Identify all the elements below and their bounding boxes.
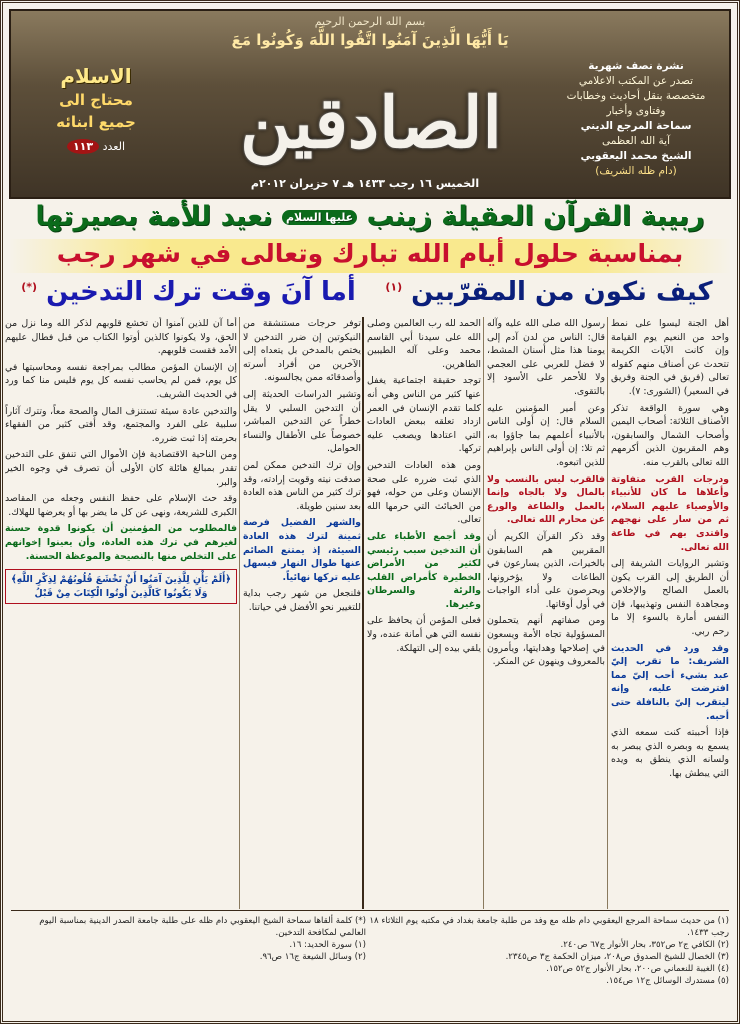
issue-badge: ١١٣: [67, 139, 99, 154]
footnotes-right: [369, 915, 729, 987]
footnote-ref: (*): [21, 280, 38, 294]
slogan-line: الاسلام: [60, 64, 132, 88]
article-title-text: كيف نكون من المقرّبين: [411, 277, 713, 307]
paragraph: والشهر الفضيل فرصة ثمينة لترك هذه العادة السيئة، إذ يمتنع الصائم عنها طوال النهار فيسهل عليه تركها نهائياً.: [243, 517, 361, 583]
headline-part: ربيبة القرآن العقيلة زينب: [366, 201, 705, 232]
main-headline: [9, 201, 731, 237]
article-title-right: [369, 277, 729, 313]
footnote: (١) من حديث سماحة المرجع اليعقوبي دام ظله مع وفد من طلبة جامعة بغداد في مكتبه يوم الثلاثاء ١٨ رجب ١٤٣٣.: [369, 916, 729, 938]
article-title-text: أما آنَ وقت ترك التدخين: [46, 277, 356, 307]
paragraph: والتدخين عادة سيئة تستنزف المال والصحة معاً، وتترك آثاراً سلبية على الفرد والمجتمع، وقد أفتى كثير من الفقهاء بحرمته إذا ثبت ضرره.: [5, 405, 237, 444]
paragraph: فعلى المؤمن أن يحافظ على نفسه التي هي أمانة عنده، ولا يلقي بيده إلى التهلكة.: [367, 615, 481, 654]
paragraph: وإن ترك التدخين ممكن لمن صدقت نيته وقويت إرادته، وقد ترك كثير من الناس هذه العادة بعد سنين طويلة.: [243, 459, 361, 512]
footnotes-left: [11, 915, 366, 963]
footnote: (٥) مستدرك الوسائل ج١٢ ص١٥٤.: [606, 976, 729, 986]
pub-line: متخصصة بنقل أحاديث وخطابات: [566, 90, 706, 102]
paragraph: وقد ذكر القرآن الكريم أن المقربين هم السابقون بالخيرات، الذين يسارعون في الطاعات ولا يؤخرونها، ويحرصون على أداء الواجبات في أول أوقاتها.: [487, 530, 605, 610]
paragraph: ومن الناحية الاقتصادية فإن الأموال التي تنفق على التدخين تقدر بمبالغ هائلة كان الأولى أن تصرف في وجوه الخير والبر.: [5, 449, 237, 488]
footnote-ref: (١): [385, 280, 403, 294]
footnote: (١) سورة الحديد: ١٦.: [289, 940, 366, 950]
pub-line: آية الله العظمى: [602, 135, 670, 147]
issue-date: الخميس ١٦ رجب ١٤٣٣ هـ ٧ حزيران ٢٠١٢م: [250, 177, 480, 190]
paragraph: وتشير الدراسات الحديثة إلى أن التدخين السلبي لا يقل خطراً عن التدخين المباشر، خصوصاً على الأطفال والنساء الحوامل.: [243, 388, 361, 455]
pub-line: (دام ظله الشريف): [595, 165, 677, 177]
paragraph: فالقرب ليس بالنسب ولا بالمال ولا بالجاه وإنما بالعمل والطاعة والورع عن محارم الله تعالى.: [487, 473, 605, 526]
column-divider: [607, 317, 608, 909]
paragraph: فالمطلوب من المؤمنين أن يكونوا قدوة حسنة لغيرهم في ترك هذه العادة، وأن يعينوا إخوانهم على التخلص منها بالنصيحة والموعظة الحسنة.: [5, 523, 237, 562]
publication-info: [551, 59, 721, 179]
paragraph: فلنجعل من شهر رجب بداية للتغيير نحو الأفضل في حياتنا.: [243, 588, 361, 613]
paragraph: توفر حرجات مستنشقة من النيكوتين إن ضرر التدخين لا يختص بالمدخن بل يتعداه إلى الآخرين من أفراد أسرته وأصدقائه ممن يجالسونه.: [243, 318, 361, 384]
issue-label: العدد: [102, 140, 126, 153]
pub-line: الشيخ محمد اليعقوبي: [580, 150, 692, 162]
banner-line: ﴿أَلَمْ يَأْنِ لِلَّذِينَ آمَنُوا أَنْ تَخْشَعَ قُلُوبُهُمْ لِذِكْرِ اللَّهِ﴾: [11, 574, 231, 586]
paragraph: ومن صفاتهم أنهم يتحملون المسؤولية تجاه الأمة ويسعون في إصلاحها وهدايتها، ويأمرون بالمعروف وينهون عن المنكر.: [487, 615, 605, 668]
column-4: [243, 317, 361, 909]
quran-highlight: [5, 569, 237, 604]
column-2: [487, 317, 605, 909]
paragraph: وقد أجمع الأطباء على أن التدخين سبب رئيسي لكثير من الأمراض الخطيرة كأمراض القلب والرئة والسرطان وغيرها.: [367, 530, 481, 610]
column-divider: [483, 317, 484, 909]
articles-area: [5, 277, 729, 909]
paragraph: وعن أمير المؤمنين عليه السلام قال: إن أولى الناس بالأنبياء أعلمهم بما جاؤوا به، ثم تلا: إن أولى الناس بإبراهيم للذين اتبعوه.: [487, 402, 605, 468]
slogan-line: جميع ابنائه: [56, 113, 136, 131]
column-1: [611, 317, 729, 909]
column-3: [367, 317, 481, 909]
footnote: (٣) الخصال للشيخ الصدوق ص٢٠٨، ميزان الحكمة ج٣ ص٢٣٤٥.: [505, 952, 729, 962]
paragraph: فإذا أحببته كنت سمعه الذي يسمع به وبصره الذي يبصر به ولسانه الذي ينطق به ويده التي يبطش بها.: [611, 727, 729, 779]
pub-line: تصدر عن المكتب الاعلامي: [578, 75, 694, 87]
paragraph: أما آن للذين آمنوا أن تخشع قلوبهم لذكر الله وما نزل من الحق، ولا يكونوا كالذين أوتوا الكتاب من قبل فطال عليهم الأمد فقست قلوبهم.: [5, 318, 237, 357]
column-5: [5, 317, 237, 909]
footnote: (٢) وسائل الشيعة ج١٦ ص٩٦.: [259, 952, 366, 962]
paragraph: رسول الله صلى الله عليه وآله قال: الناس من لدن آدم إلى يومنا هذا مثل أسنان المشط، لا فضل للعربي على العجمي ولا للأحمر على الأسود إلا بالتقوى.: [487, 318, 605, 397]
pub-line: نشرة نصف شهرية: [588, 60, 684, 72]
paragraph: وتشير الروايات الشريفة إلى أن الطريق إلى القرب يكون بالعمل الصالح والإخلاص ومجاهدة النفس وتهذيبها، فإن النفس أمارة بالسوء إلا ما رحم ربي.: [611, 558, 729, 638]
slogan-box: [21, 63, 171, 154]
issue-number: [21, 139, 171, 154]
paragraph: وقد ورد في الحديث الشريف: ما تقرب إليّ عبد بشيء أحب إليّ مما افترضت عليه، وإنه ليتقرب إليّ بالنافلة حتى أحبه.: [611, 642, 729, 722]
newsletter-logo: الصادقين: [240, 81, 502, 164]
paragraph: وقد حث الإسلام على حفظ النفس وجعله من المقاصد الكبرى للشريعة، ونهى عن كل ما يضر بها أو يعرضها للهلاك.: [5, 493, 237, 518]
quran-verse: يَا أَيُّهَا الَّذِينَ آمَنُوا اتَّقُوا اللَّهَ وَكُونُوا مَعَ: [231, 31, 509, 49]
paragraph: الحمد لله رب العالمين وصلى الله على سيدنا أبي القاسم محمد وعلى آله الطيبين الطاهرين.: [367, 318, 481, 370]
pub-line: سماحة المرجع الديني: [580, 120, 692, 132]
footnote: (٢) الكافي ج٢ ص٣٥٢، بحار الأنوار ج٦٧ ص٢٤٠.: [560, 940, 729, 950]
slogan-line: محتاج الى: [59, 91, 133, 109]
paragraph: توجد حقيقة اجتماعية يغفل عنها كثير من الناس وهي أنه كلما تقدم الإنسان في العمر ازداد تعلقه ببعض العادات التي اعتادها ويصعب عليه تركها.: [367, 375, 481, 455]
masthead: [9, 9, 731, 199]
honorific-symbol: عليها السلام: [282, 210, 357, 225]
footnote: (*) كلمة ألقاها سماحة الشيخ اليعقوبي دام ظله على طلبة جامعة الصدر الدينية بمناسبة اليوم العالمي لمكافحة التدخين.: [39, 916, 366, 938]
pub-line: وفتاوى وأخبار: [606, 105, 666, 117]
footnotes: [11, 910, 729, 1015]
paragraph: ومن هذه العادات التدخين الذي ثبت ضرره على صحة الإنسان وعلى من حوله، فهو من الخبائث التي حرمها الله تعالى.: [367, 459, 481, 526]
paragraph: وهي سورة الواقعة تذكر الأصناف الثلاثة: أصحاب اليمين وأصحاب الشمال والسابقون، وهم المقربون الذين أكرمهم الله تعالى بالقرب منه.: [611, 402, 729, 468]
headline-part: نعيد للأمة بصيرتها: [35, 201, 273, 232]
basmala: بسم الله الرحمن الرحيم: [314, 15, 426, 28]
paragraph: إن الإنسان المؤمن مطالب بمراجعة نفسه ومحاسبتها في كل يوم، فمن لم يحاسب نفسه كل يوم فليس منا كما ورد في الحديث الشريف.: [5, 361, 237, 400]
article-divider: [362, 317, 364, 909]
column-divider: [239, 317, 240, 909]
footnote: (٤) الغيبة للنعماني ص٢٠٠، بحار الأنوار ج٥٢ ص١٥٢.: [546, 964, 729, 974]
paragraph: ودرجات القرب متفاوتة وأعلاها ما كان للأنبياء والأوصياء عليهم السلام، ثم من سار على نهجهم واقتدى بهم في طاعة الله تعالى.: [611, 473, 729, 553]
paragraph: أهل الجنة ليسوا على نمط واحد من النعيم يوم القيامة وإن كانت الآيات الكريمة تتحدث عن أصناف منهم كقوله تعالى (فريق في الجنة وفريق في السعير) (الشورى: ٧).: [611, 318, 729, 397]
article-title-left: [11, 277, 366, 313]
banner-line: وَلَا يَكُونُوا كَالَّذِينَ أُوتُوا الْكِتَابَ مِنْ قَبْلُ: [34, 587, 208, 599]
sub-headline: بمناسبة حلول أيام الله تبارك وتعالى في شهر رجب: [9, 239, 731, 273]
